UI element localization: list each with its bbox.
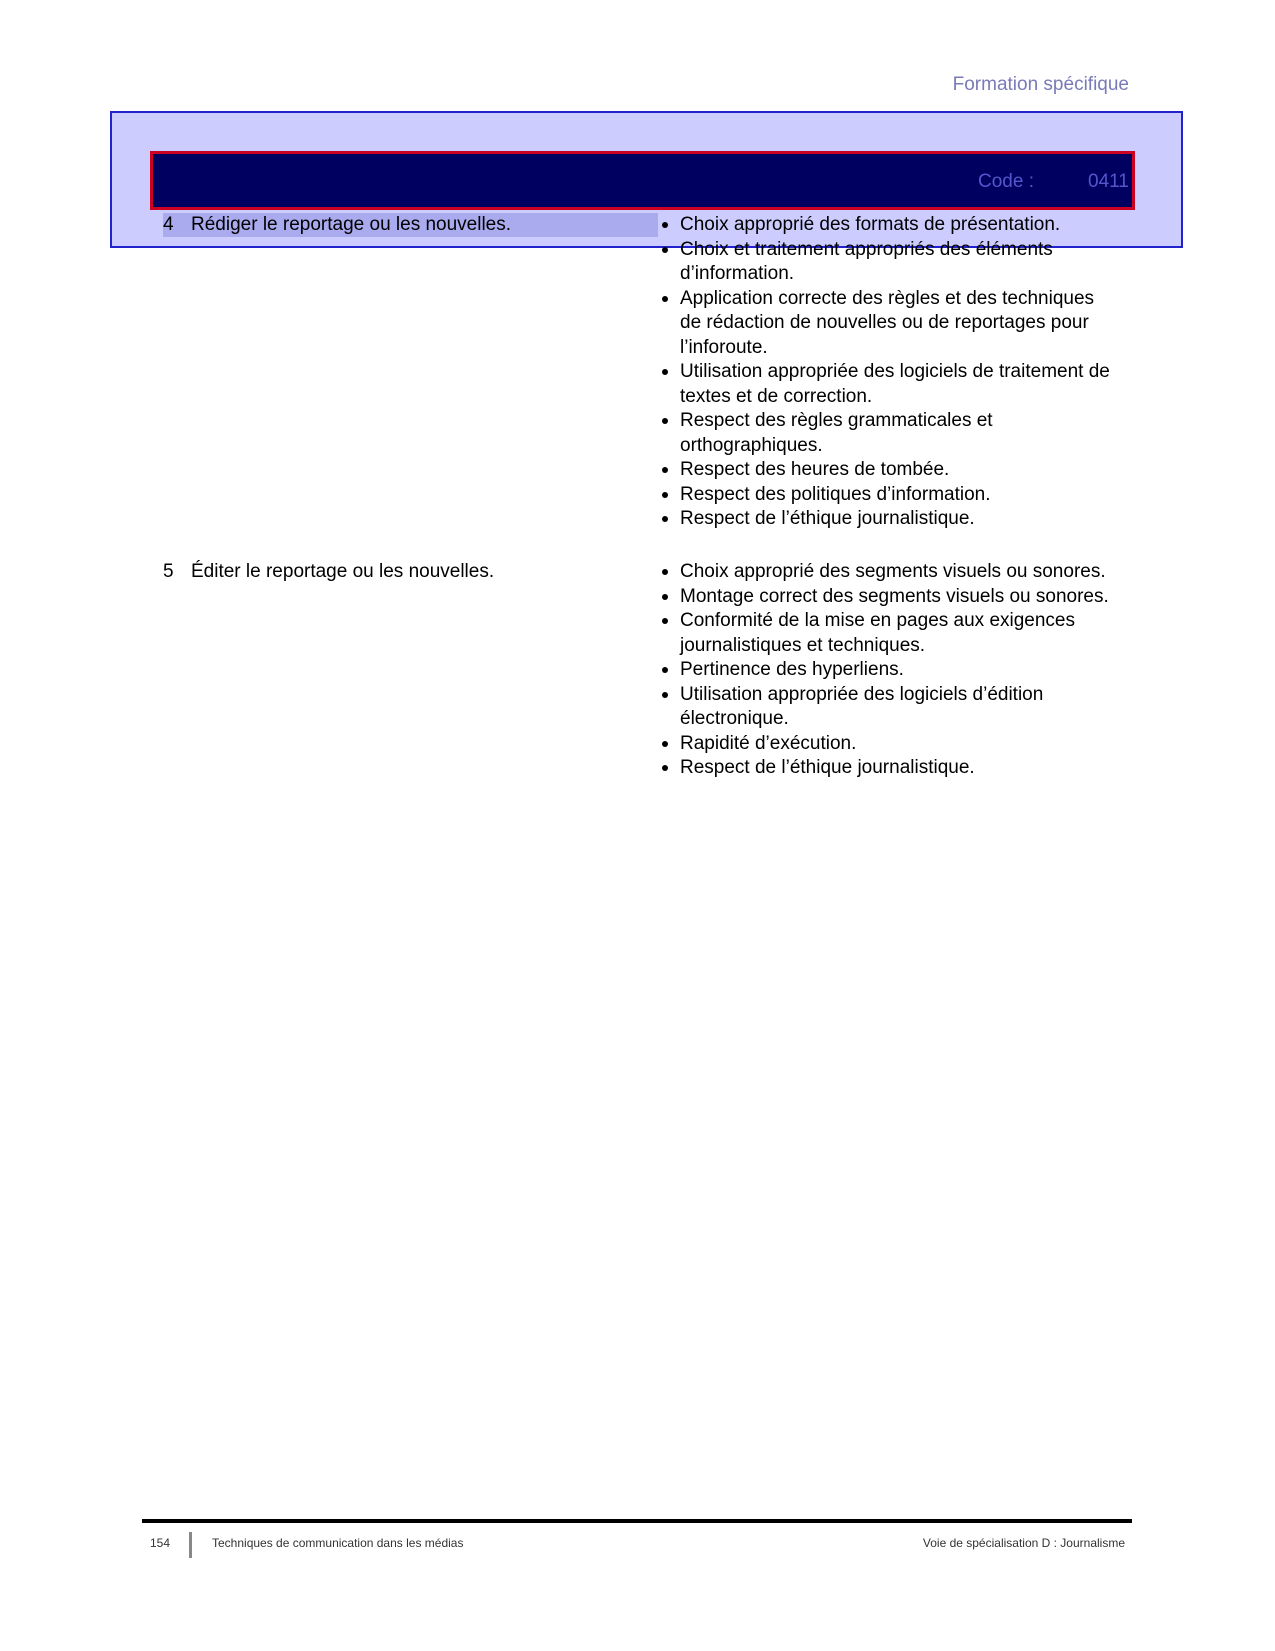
element-number: 4: [163, 214, 174, 235]
criterion-item: Application correcte des règles et des techniques de rédaction de nouvelles ou de reportages pour l’inforoute.: [680, 287, 1095, 358]
criterion-item: Montage correct des segments visuels ou sonores.: [680, 585, 1109, 607]
page-number: 154: [150, 1536, 171, 1550]
criterion-item: Rapidité d’exécution.: [680, 732, 857, 754]
criterion-item: Choix et traitement appropriés des éléments d’information.: [680, 238, 1053, 284]
element-title: [163, 560, 658, 584]
element-number: 5: [163, 561, 174, 582]
criterion-item: Utilisation appropriée des logiciels de traitement de textes et de correction.: [680, 361, 1110, 407]
program-name: Techniques de communication dans les médias: [212, 1536, 464, 1550]
footer-divider: [189, 1532, 192, 1558]
element-title-text: Éditer le reportage ou les nouvelles.: [191, 561, 495, 582]
footer-rule: [142, 1519, 1132, 1523]
criterion-item: Respect de l’éthique journalistique.: [680, 757, 975, 778]
criterion-item: Respect de l’éthique journalistique.: [680, 508, 975, 529]
criterion-item: Utilisation appropriée des logiciels d’édition électronique.: [680, 683, 1044, 729]
criterion-item: Choix approprié des segments visuels ou sonores.: [680, 561, 1106, 582]
criterion-item: Respect des heures de tombée.: [680, 459, 950, 480]
criterion-item: Pertinence des hyperliens.: [680, 659, 904, 680]
criterion-item: Respect des politiques d’information.: [680, 483, 991, 505]
section-label: Formation spécifique: [952, 74, 1129, 95]
code-value: 0411: [1088, 171, 1129, 192]
criterion-item: Respect des règles grammaticales et orthographiques.: [680, 410, 993, 456]
performance-criteria-list: [658, 213, 1118, 532]
element-title-text: Rédiger le reportage ou les nouvelles.: [191, 214, 512, 235]
criterion-item: Choix approprié des formats de présentation.: [680, 214, 1061, 235]
specialisation-name: Voie de spécialisation D : Journalisme: [922, 1536, 1125, 1550]
code-label: Code :: [978, 171, 1034, 192]
performance-criteria-list: [658, 560, 1118, 781]
criterion-item: Conformité de la mise en pages aux exigences journalistiques et techniques.: [680, 610, 1076, 656]
element-title: [163, 213, 658, 237]
